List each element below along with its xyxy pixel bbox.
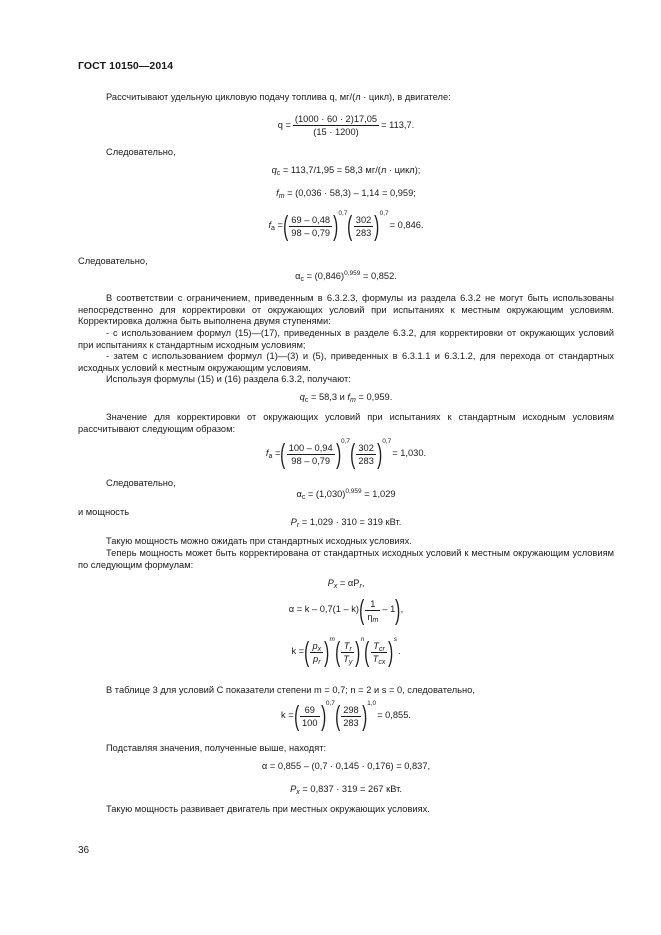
equation-px-alpha: $P_x = \alpha P_r$, <box>327 578 365 590</box>
eq-fa2-result: = 1,030. <box>392 448 427 459</box>
equation-fa-1: $f_a$ = ( $\frac{69 - 0,48}{98 - 0,79}$ ) 0,7 ( $\frac{302}{283}$ ) 0,7 = 0,846. <box>268 210 424 241</box>
eq-q-lhs: q = <box>277 119 291 130</box>
eq-kn-f2-num: 298 <box>343 704 359 715</box>
eq-fa1-f1-den: 98 – 0,79 <box>291 227 331 238</box>
eq-fa1-f2-den: 283 <box>355 227 372 238</box>
equation-alpha-c-1: $\alpha_c = (0,846)^{0,959} = 0,852$. <box>295 270 397 283</box>
eq-ac2-result: = 1,029 <box>364 489 396 499</box>
paragraph-correction-value: Значение для корректировки от окружающих условий при испытаниях к стандартным исходным условиям рассчитывают следующим образом: <box>78 412 614 434</box>
eq-ac2-exp: 0,959 <box>345 488 362 495</box>
eq-fm-body: = (0,036 · 58,3) – 1,14 = 0,959; <box>287 188 416 198</box>
paragraph-consequently-3: Следовательно, <box>106 478 176 488</box>
paragraph-step-2: - затем с использованием формул (1)—(3) и (5), приведенных в 6.3.1.1 и 6.3.1.2, для перехода от стандартных исходных условий к местным окружающим условиям. <box>78 351 614 373</box>
paragraph-restriction: В соответствии с ограничением, приведенным в 6.3.2.3, формулы из раздела 6.3.2 не могут быть использованы непосредственно для корректировки от окружающих условий при испытаниях к местным окружающим условиям. Корректировка должна быть выполнена двумя ступенями: <box>78 293 614 327</box>
eq-fa1-result: = 0,846. <box>389 220 424 231</box>
eq-qcfm-b: = 0,959. <box>358 392 393 402</box>
eq-pr-body: = 1,029 · 310 = 319 кВт. <box>301 517 402 527</box>
eq-kn-result: = 0,855. <box>377 710 411 721</box>
equation-alpha-numeric: α = 0,855 – (0,7 · 0,145 · 0,176) = 0,837, <box>261 761 431 771</box>
paragraph-step-1: - с использованием формул (15)—(17), приведенных в разделе 6.3.2, для корректировки от окружающих условий при испытаниях к стандартным исходным условиям; <box>78 328 614 350</box>
eq-k-lhs: k = <box>291 646 305 657</box>
eq-q-fraction <box>293 113 379 138</box>
eq-alpha-lhs: α = k – 0,7(1 – k) <box>288 604 360 615</box>
equation-fm: $f_m = (0,036 \cdot 58,3) - 1,14 = 0,959$; <box>276 188 416 200</box>
eq-px-body: = αP <box>339 578 360 588</box>
paragraph-substituting: Подставляя значения, полученные выше, находят: <box>106 743 327 753</box>
eq-fa2-f2-num: 302 <box>358 442 374 453</box>
eq-kn-f2-den: 283 <box>343 717 359 728</box>
eq-ac1-exp: 0,959 <box>344 270 361 277</box>
eq-alpha-num: 1 <box>365 598 380 611</box>
equation-alpha-c-2: $\alpha_c = (1,030)^{0,959} = 1,029$ <box>296 488 396 501</box>
eq-kn-f1-den: 100 <box>302 717 318 728</box>
document-header: ГОСТ 10150—2014 <box>78 60 174 72</box>
paragraph-now-power: Теперь мощность может быть корректирована от стандартных исходных условий к местным окружающим условиям по следующим формулам: <box>78 548 614 570</box>
eq-kn-lhs: k = <box>281 710 294 721</box>
eq-fa2-f2-den: 283 <box>358 455 374 466</box>
paragraph-using-formulas: Используя формулы (15) и (16) раздела 6.3.2, получают: <box>106 374 351 384</box>
equation-pr: $P_r = 1,029 \cdot 310 = 319$ кВт. <box>290 517 402 529</box>
equation-qc-fm: $q_c = 58,3$ и $f_m = 0,959$. <box>299 392 393 404</box>
eq-q-numerator: (1000 · 60 · 2)17,05 <box>294 114 378 124</box>
equation-qc: $q_c = 113,7/1,95 = 58,3$ мг/(л · цикл); <box>271 165 421 177</box>
equation-k-general: k = ( $\frac{p_x}{p_r}$ ) m ( $\frac{T_r}{T_y}$ ) n ( $\frac{T_{cr}}{T_{cx}}$ ) s . <box>291 636 401 667</box>
equation-fa-2: $f_a$ = ( $\frac{100 - 0,94}{98 - 0,79}$ ) 0,7 ( $\frac{302}{283}$ ) 0,7 = 1,030. <box>265 438 427 469</box>
eq-fa1-f2-num: 302 <box>355 214 372 225</box>
eq-kn-f1-num: 69 <box>300 704 320 717</box>
eq-ac1-base: = (0,846) <box>306 271 345 281</box>
eq-fa1-f1-num: 69 – 0,48 <box>291 214 331 225</box>
eq-fa2-f1-den: 98 – 0,79 <box>291 455 331 466</box>
eq-alpha-den: η <box>367 611 373 622</box>
eq-ac2-base: = (1,030) <box>307 489 346 499</box>
eq-k-end: . <box>397 646 401 657</box>
equation-alpha: α = k – 0,7(1 – k) ( $\frac{1}{\eta_m}$ – 1 ) , <box>288 594 404 625</box>
eq-alpha-end: , <box>400 604 404 615</box>
equation-k-numeric: k = ( $\frac{69}{100}$ ) 0,7 ( $\frac{298}{283}$ ) 1,0 = 0,855. <box>281 700 411 731</box>
paragraph-and-power: и мощность <box>78 507 130 517</box>
paragraph-consequently-1: Следовательно, <box>106 147 176 157</box>
paragraph-expected-power: Такую мощность можно ожидать при стандартных исходных условиях. <box>106 536 412 546</box>
eq-qcfm-a: = 58,3 и <box>310 392 345 402</box>
eq-qc-body: = 113,7/1,95 = 58,3 мг/(л · цикл); <box>282 165 421 175</box>
page-number: 36 <box>78 845 90 856</box>
eq-q-denominator: (15 · 1200) <box>313 127 359 137</box>
eq-pxn-body: = 0,837 · 319 = 267 кВт. <box>302 784 402 794</box>
paragraph-consequently-2: Следовательно, <box>78 256 148 266</box>
eq-q-result: = 113,7. <box>381 119 415 130</box>
eq-alpha-tail: – 1 <box>382 604 396 615</box>
paragraph-intro: Рассчитывают удельную цикловую подачу топлива q, мг/(л · цикл), в двигателе: <box>106 92 451 102</box>
equation-q <box>78 113 614 138</box>
paragraph-final: Такую мощность развивает двигатель при местных окружающих условиях. <box>106 804 430 814</box>
equation-px-numeric: $P_x = 0,837 \cdot 319 = 267$ кВт. <box>290 784 402 796</box>
paragraph-table3: В таблице 3 для условий С показатели степени m = 0,7; n = 2 и s = 0, следовательно, <box>106 685 475 695</box>
eq-ac1-result: = 0,852. <box>362 271 397 281</box>
eq-fa2-f1-num: 100 – 0,94 <box>288 442 333 453</box>
